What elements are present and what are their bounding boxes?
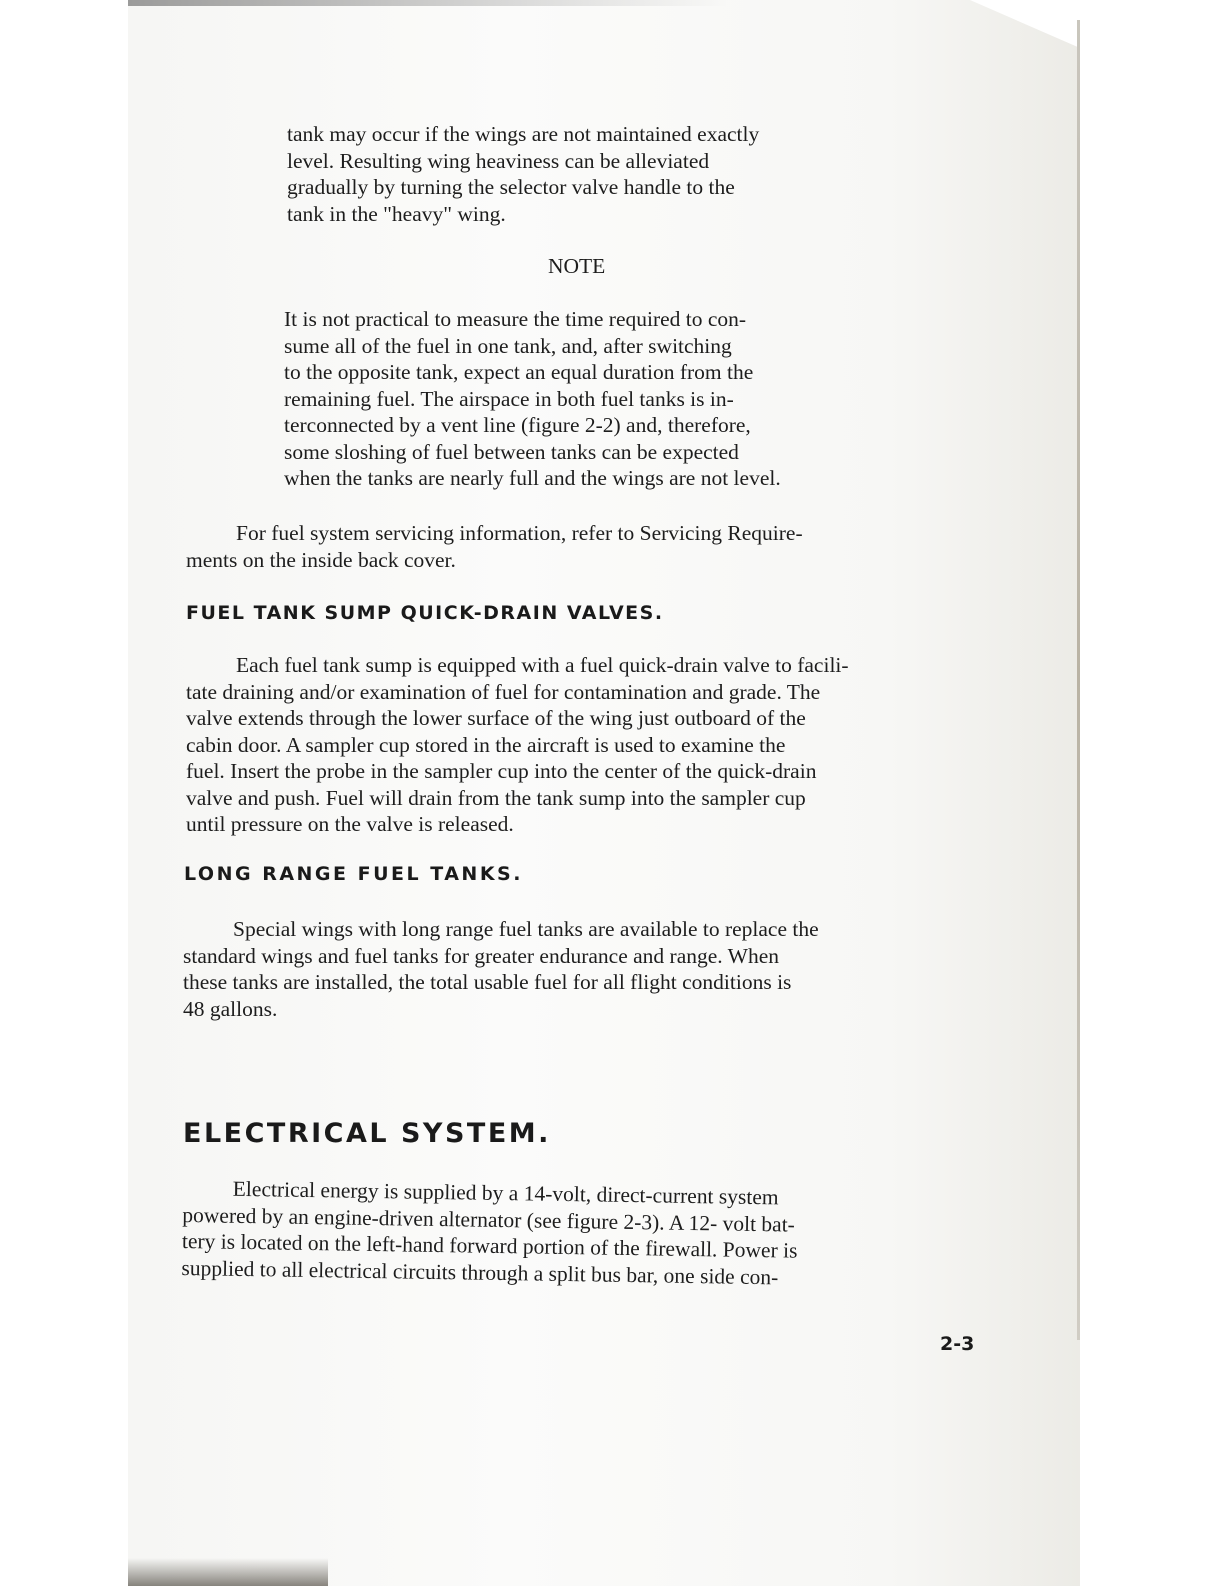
- text-line: gradually by turning the selector valve handle to the: [287, 175, 735, 199]
- text-line: cabin door. A sampler cup stored in the aircraft is used to examine the: [186, 732, 786, 757]
- section-heading-electrical: ELECTRICAL SYSTEM.: [183, 1118, 551, 1149]
- text-line: supplied to all electrical circuits through a split bus bar, one side con-: [181, 1255, 779, 1289]
- text-line: valve and push. Fuel will drain from the tank sump into the sampler cup: [186, 785, 806, 810]
- text-line: 48 gallons.: [183, 996, 278, 1021]
- text-line: powered by an engine-driven alternator (see figure 2-3). A 12- volt bat-: [182, 1202, 796, 1237]
- paragraph-wing-heaviness: [287, 121, 927, 227]
- text-line: tank in the "heavy" wing.: [287, 201, 506, 226]
- paragraph-sump-drain: [186, 652, 1016, 838]
- text-line: sume all of the fuel in one tank, and, after switching: [284, 333, 732, 358]
- paragraph-electrical: [181, 1175, 983, 1294]
- text-line: remaining fuel. The airspace in both fuel tanks is in-: [284, 386, 734, 411]
- text-line: tate draining and/or examination of fuel for contamination and grade. The: [186, 679, 821, 704]
- text-line: fuel. Insert the probe in the sampler cup into the center of the quick-drain: [186, 759, 817, 783]
- note-heading: NOTE: [548, 254, 606, 278]
- text-line: ments on the inside back cover.: [186, 547, 456, 572]
- text-line: Special wings with long range fuel tanks are available to replace the: [233, 917, 819, 941]
- text-line: tery is located on the left-hand forward portion of the firewall. Power is: [181, 1228, 798, 1263]
- text-line: For fuel system servicing information, refer to Servicing Require-: [236, 521, 803, 545]
- text-line: It is not practical to measure the time required to con-: [284, 307, 747, 331]
- text-line: Electrical energy is supplied by a 14-volt, direct-current system: [232, 1176, 779, 1210]
- section-heading-long-range: LONG RANGE FUEL TANKS.: [184, 863, 523, 885]
- page-number: 2-3: [940, 1333, 975, 1355]
- text-line: terconnected by a vent line (figure 2-2) and, therefore,: [284, 413, 751, 437]
- note-body: [284, 306, 944, 492]
- paragraph-long-range: [183, 916, 973, 1022]
- scan-bottom-shadow: [128, 1558, 328, 1586]
- page-corner-fold: [970, 0, 1080, 48]
- scan-top-shadow: [128, 0, 728, 6]
- text-line: level. Resulting wing heaviness can be alleviated: [287, 148, 710, 173]
- text-line: tank may occur if the wings are not maintained exactly: [287, 122, 760, 146]
- text-line: standard wings and fuel tanks for greater endurance and range. When: [183, 943, 779, 968]
- text-line: when the tanks are nearly full and the wings are not level.: [284, 466, 781, 490]
- text-line: these tanks are installed, the total usable fuel for all flight conditions is: [183, 970, 792, 994]
- text-line: until pressure on the valve is released.: [186, 812, 514, 836]
- text-line: some sloshing of fuel between tanks can be expected: [284, 439, 739, 464]
- document-page: [128, 0, 1080, 1586]
- page-right-edge: [1077, 20, 1080, 1340]
- text-line: valve extends through the lower surface of the wing just outboard of the: [186, 706, 806, 730]
- section-heading-sump-drain: FUEL TANK SUMP QUICK-DRAIN VALVES.: [186, 602, 664, 624]
- paragraph-servicing: [186, 520, 986, 573]
- text-line: Each fuel tank sump is equipped with a fuel quick-drain valve to facili-: [236, 653, 849, 677]
- text-line: to the opposite tank, expect an equal duration from the: [284, 360, 754, 384]
